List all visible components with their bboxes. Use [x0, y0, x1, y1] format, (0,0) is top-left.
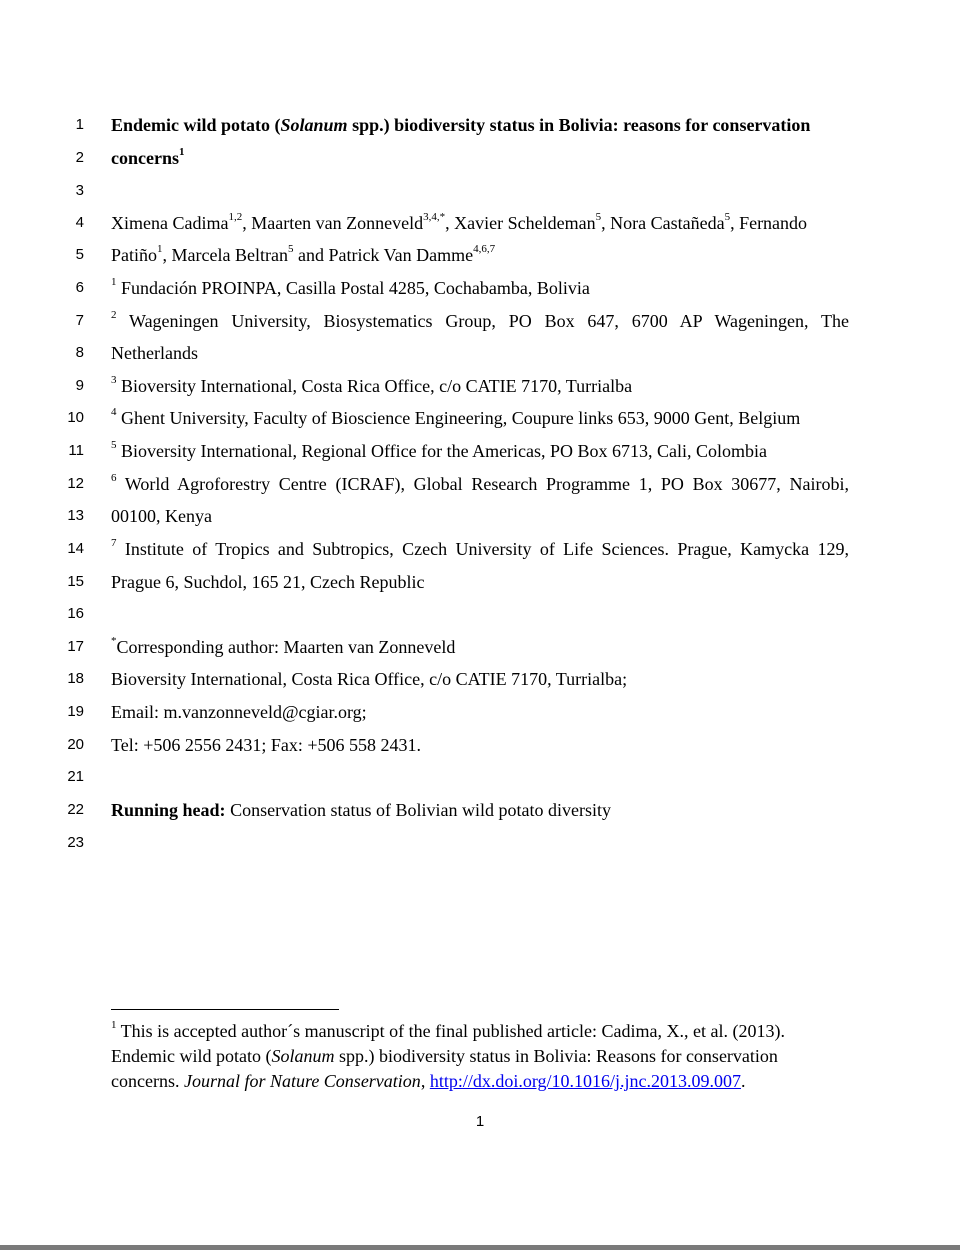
manuscript-line	[0, 572, 960, 605]
footnote-marker: 1	[178, 146, 185, 158]
line-number: 20	[67, 736, 84, 753]
affiliation	[111, 278, 849, 298]
manuscript-line	[0, 278, 960, 311]
affiliation	[111, 311, 849, 331]
running-head-label: Running head:	[111, 800, 226, 820]
viewer-bottom-edge	[0, 1245, 960, 1250]
footnote-text: spp.) biodiversity status in Bolivia: Reasons for conservation	[334, 1046, 778, 1066]
affiliation	[111, 474, 849, 494]
author-name: Patiño	[111, 245, 158, 265]
affiliation-continued: 00100, Kenya	[111, 506, 212, 526]
author-list-continued	[111, 245, 849, 265]
author-name: , Nora Castañeda	[601, 213, 725, 233]
page-number: 1	[475, 1113, 485, 1130]
affiliation-marker: 4,6,7	[473, 243, 496, 255]
corresponding-author	[111, 637, 849, 657]
author-name: , Xavier Scheldeman	[445, 213, 596, 233]
manuscript-line	[0, 800, 960, 833]
affiliation-text: Bioversity International, Costa Rica Office, c/o CATIE 7170, Turrialba	[116, 376, 633, 396]
affiliation-text: World Agroforestry Centre (ICRAF), Global Research Programme 1, PO Box 30677, Nairobi,	[116, 474, 849, 494]
affiliation-marker: 3	[111, 374, 117, 386]
title-text: Endemic wild potato (	[111, 115, 281, 135]
line-number: 3	[75, 182, 84, 199]
author-list	[111, 213, 849, 233]
manuscript-line	[0, 539, 960, 572]
footnote-text: concerns.	[111, 1071, 184, 1091]
line-number: 2	[75, 149, 84, 166]
affiliation-marker: 5	[595, 211, 602, 223]
affiliation-continued: Netherlands	[111, 343, 198, 363]
line-number: 1	[75, 116, 84, 133]
manuscript-line	[0, 474, 960, 507]
affiliation	[111, 441, 849, 461]
manuscript-line	[0, 343, 960, 376]
manuscript-line	[0, 604, 960, 637]
footnote-text: ,	[420, 1071, 430, 1091]
manuscript-line	[0, 181, 960, 214]
line-number: 21	[67, 768, 84, 785]
affiliation-text: Bioversity International, Regional Office for the Americas, PO Box 6713, Cali, Colombia	[116, 441, 768, 461]
manuscript-line	[0, 115, 960, 148]
corresponding-author-text: Corresponding author: Maarten van Zonneveld	[116, 637, 456, 657]
affiliation	[111, 376, 849, 396]
affiliation-marker: 3,4,*	[423, 211, 446, 223]
manuscript-line	[0, 735, 960, 768]
manuscript-line	[0, 441, 960, 474]
paper-title-continued	[111, 148, 849, 168]
line-number: 18	[67, 670, 84, 687]
author-name: , Marcela Beltran	[162, 245, 288, 265]
affiliation-marker: 4	[111, 406, 117, 418]
footnote-separator	[111, 1009, 339, 1010]
manuscript-line	[0, 148, 960, 181]
footnote-italic-genus: Solanum	[271, 1046, 335, 1066]
affiliation	[111, 539, 849, 559]
affiliation-marker: 7	[111, 537, 117, 549]
journal-name: Journal for Nature Conservation	[183, 1071, 421, 1091]
footnote-line	[111, 1044, 851, 1069]
line-number: 22	[67, 801, 84, 818]
affiliation-marker: 2	[111, 309, 117, 321]
affiliation-marker: 6	[111, 472, 117, 484]
manuscript-line	[0, 767, 960, 800]
footnote-marker: 1	[111, 1019, 117, 1031]
affiliation-marker: 1	[157, 243, 163, 255]
corresponding-marker: *	[111, 635, 117, 647]
manuscript-line	[0, 311, 960, 344]
footnote-line	[111, 1069, 851, 1094]
affiliation-marker: 5	[287, 243, 294, 255]
footnote-text: .	[740, 1071, 746, 1091]
manuscript-line	[0, 637, 960, 670]
author-name: Ximena Cadima	[111, 213, 229, 233]
affiliation-text: Fundación PROINPA, Casilla Postal 4285, Cochabamba, Bolivia	[116, 278, 590, 298]
footnote-text: Endemic wild potato (	[111, 1046, 272, 1066]
line-number: 11	[68, 442, 84, 459]
manuscript-line	[0, 408, 960, 441]
line-number: 10	[67, 409, 84, 426]
footnote-text: This is accepted author´s manuscript of the final published article: Cadima, X., et al. (2013).	[116, 1021, 785, 1041]
affiliation	[111, 408, 849, 428]
title-text: spp.) biodiversity status in Bolivia: reasons for conservation	[347, 115, 811, 135]
line-number: 6	[75, 279, 84, 296]
manuscript-line	[0, 833, 960, 866]
manuscript-line	[0, 669, 960, 702]
corresponding-email: Email: m.vanzonneveld@cgiar.org;	[111, 702, 367, 722]
line-number: 5	[75, 246, 84, 263]
footnote	[111, 1019, 851, 1094]
affiliation-marker: 5	[111, 439, 117, 451]
line-number: 16	[67, 605, 84, 622]
author-name: and Patrick Van Damme	[293, 245, 474, 265]
affiliation-text: Wageningen University, Biosystematics Group, PO Box 647, 6700 AP Wageningen, The	[116, 311, 849, 331]
paper-title	[111, 115, 849, 135]
manuscript-line	[0, 213, 960, 246]
corresponding-address: Bioversity International, Costa Rica Office, c/o CATIE 7170, Turrialba;	[111, 669, 628, 689]
manuscript-line	[0, 702, 960, 735]
line-number: 19	[67, 703, 84, 720]
affiliation-marker: 5	[724, 211, 731, 223]
affiliation-continued: Prague 6, Suchdol, 165 21, Czech Republic	[111, 572, 425, 592]
title-text: concerns	[111, 148, 179, 168]
line-number: 15	[67, 573, 84, 590]
line-number: 12	[67, 475, 84, 492]
line-number: 8	[75, 344, 84, 361]
manuscript-line	[0, 506, 960, 539]
manuscript-line	[0, 245, 960, 278]
line-number: 17	[67, 638, 84, 655]
line-number: 7	[75, 312, 84, 329]
affiliation-marker: 1	[111, 276, 117, 288]
corresponding-phone: Tel: +506 2556 2431; Fax: +506 558 2431.	[111, 735, 422, 755]
running-head-text: Conservation status of Bolivian wild potato diversity	[225, 800, 612, 820]
line-number: 13	[67, 507, 84, 524]
line-number: 4	[75, 214, 84, 231]
affiliation-text: Ghent University, Faculty of Bioscience Engineering, Coupure links 653, 9000 Gent, Belgium	[116, 408, 801, 428]
manuscript-line	[0, 376, 960, 409]
doi-link[interactable]: http://dx.doi.org/10.1016/j.jnc.2013.09.007	[429, 1071, 741, 1091]
footnote-line	[111, 1019, 851, 1044]
author-name: , Fernando	[730, 213, 808, 233]
author-name: , Maarten van Zonneveld	[242, 213, 424, 233]
line-number: 14	[67, 540, 84, 557]
line-number: 23	[67, 834, 84, 851]
affiliation-marker: 1,2	[228, 211, 243, 223]
affiliation-text: Institute of Tropics and Subtropics, Czech University of Life Sciences. Prague, Kamycka 129,	[116, 539, 849, 559]
title-italic-genus: Solanum	[280, 115, 348, 135]
line-number: 9	[75, 377, 84, 394]
running-head	[111, 800, 849, 820]
